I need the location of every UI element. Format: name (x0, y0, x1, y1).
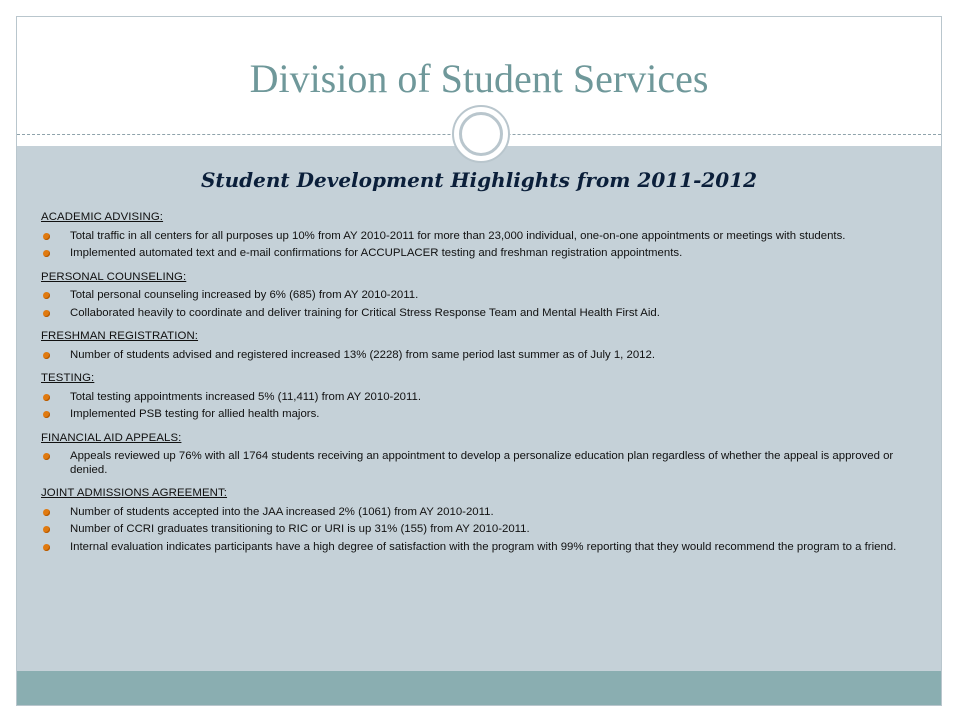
section (41, 487, 921, 554)
bullet-dot-icon (43, 453, 50, 460)
section-heading: ACADEMIC ADVISING: (41, 211, 164, 223)
section (41, 372, 921, 422)
section (41, 211, 921, 261)
bullet-text: Number of students advised and registered increased 13% (2228) from same period last summer as of July 1, 2012. (70, 348, 656, 361)
bullet-list (41, 349, 921, 363)
section (41, 432, 921, 478)
section (41, 271, 921, 321)
bottom-band (17, 671, 941, 705)
bullet-text: Implemented PSB testing for allied health majors. (70, 408, 320, 420)
highlights-body (41, 211, 921, 564)
bullet-list (41, 450, 921, 477)
bullet-dot-icon (43, 509, 50, 516)
bullet-dot-icon (43, 394, 50, 401)
bullet-item (41, 349, 921, 363)
bullet-dot-icon (43, 310, 50, 317)
bullet-list (41, 289, 921, 320)
bullet-dot-icon (43, 250, 50, 257)
bullet-text: Total traffic in all centers for all purposes up 10% from AY 2010-2011 for more than 23,000 individual, one-on-one appointments or meetings with students. (70, 229, 846, 242)
bullet-item (41, 450, 921, 477)
slide-title: Division of Student Services (249, 56, 709, 101)
section-heading: JOINT ADMISSIONS AGREEMENT: (41, 487, 228, 499)
bullet-text: Collaborated heavily to coordinate and deliver training for Critical Stress Response Team and Mental Health First Aid. (70, 306, 660, 319)
bullet-item (41, 506, 921, 520)
bullet-dot-icon (43, 544, 50, 551)
bullet-item (41, 408, 921, 422)
bullet-text: Total personal counseling increased by 6% (685) from AY 2010-2011. (70, 289, 419, 301)
bullet-text: Implemented automated text and e-mail confirmations for ACCUPLACER testing and freshman registration appointments. (70, 247, 683, 259)
bullet-item (41, 541, 921, 555)
bullet-dot-icon (43, 411, 50, 418)
bullet-text: Number of students accepted into the JAA increased 2% (1061) from AY 2010-2011. (70, 505, 494, 518)
bullet-item (41, 230, 921, 244)
bullet-item (41, 307, 921, 321)
section-heading: TESTING: (41, 372, 95, 384)
bullet-dot-icon (43, 352, 50, 359)
bullet-text: Internal evaluation indicates participants have a high degree of satisfaction with the program with 99% reporting that they would recommend the program to a friend. (70, 540, 897, 553)
section-heading: FRESHMAN REGISTRATION: (41, 330, 199, 342)
slide-subtitle: Student Development Highlights from 2011-2012 (200, 168, 758, 192)
bullet-item (41, 289, 921, 303)
bullet-list (41, 506, 921, 555)
bullet-list (41, 391, 921, 422)
bullet-dot-icon (43, 233, 50, 240)
bullet-text: Number of CCRI graduates transitioning to RIC or URI is up 31% (155) from AY 2010-2011. (70, 523, 530, 535)
section-heading: FINANCIAL AID APPEALS: (41, 431, 182, 444)
section (41, 330, 921, 362)
bullet-list (41, 230, 921, 261)
bullet-text: Total testing appointments increased 5% (11,411) from AY 2010-2011. (70, 390, 421, 403)
bullet-dot-icon (43, 292, 50, 299)
bullet-item (41, 247, 921, 261)
bullet-text: Appeals reviewed up 76% with all 1764 students receiving an appointment to develop a personalize education plan regardless of whether the appeal is approved or denied. (70, 450, 894, 476)
circle-ornament-inner (459, 112, 503, 156)
bullet-item (41, 523, 921, 537)
section-heading: PERSONAL COUNSELING: (41, 270, 187, 283)
circle-ornament-icon (452, 105, 510, 163)
bullet-item (41, 391, 921, 405)
bullet-dot-icon (43, 526, 50, 533)
